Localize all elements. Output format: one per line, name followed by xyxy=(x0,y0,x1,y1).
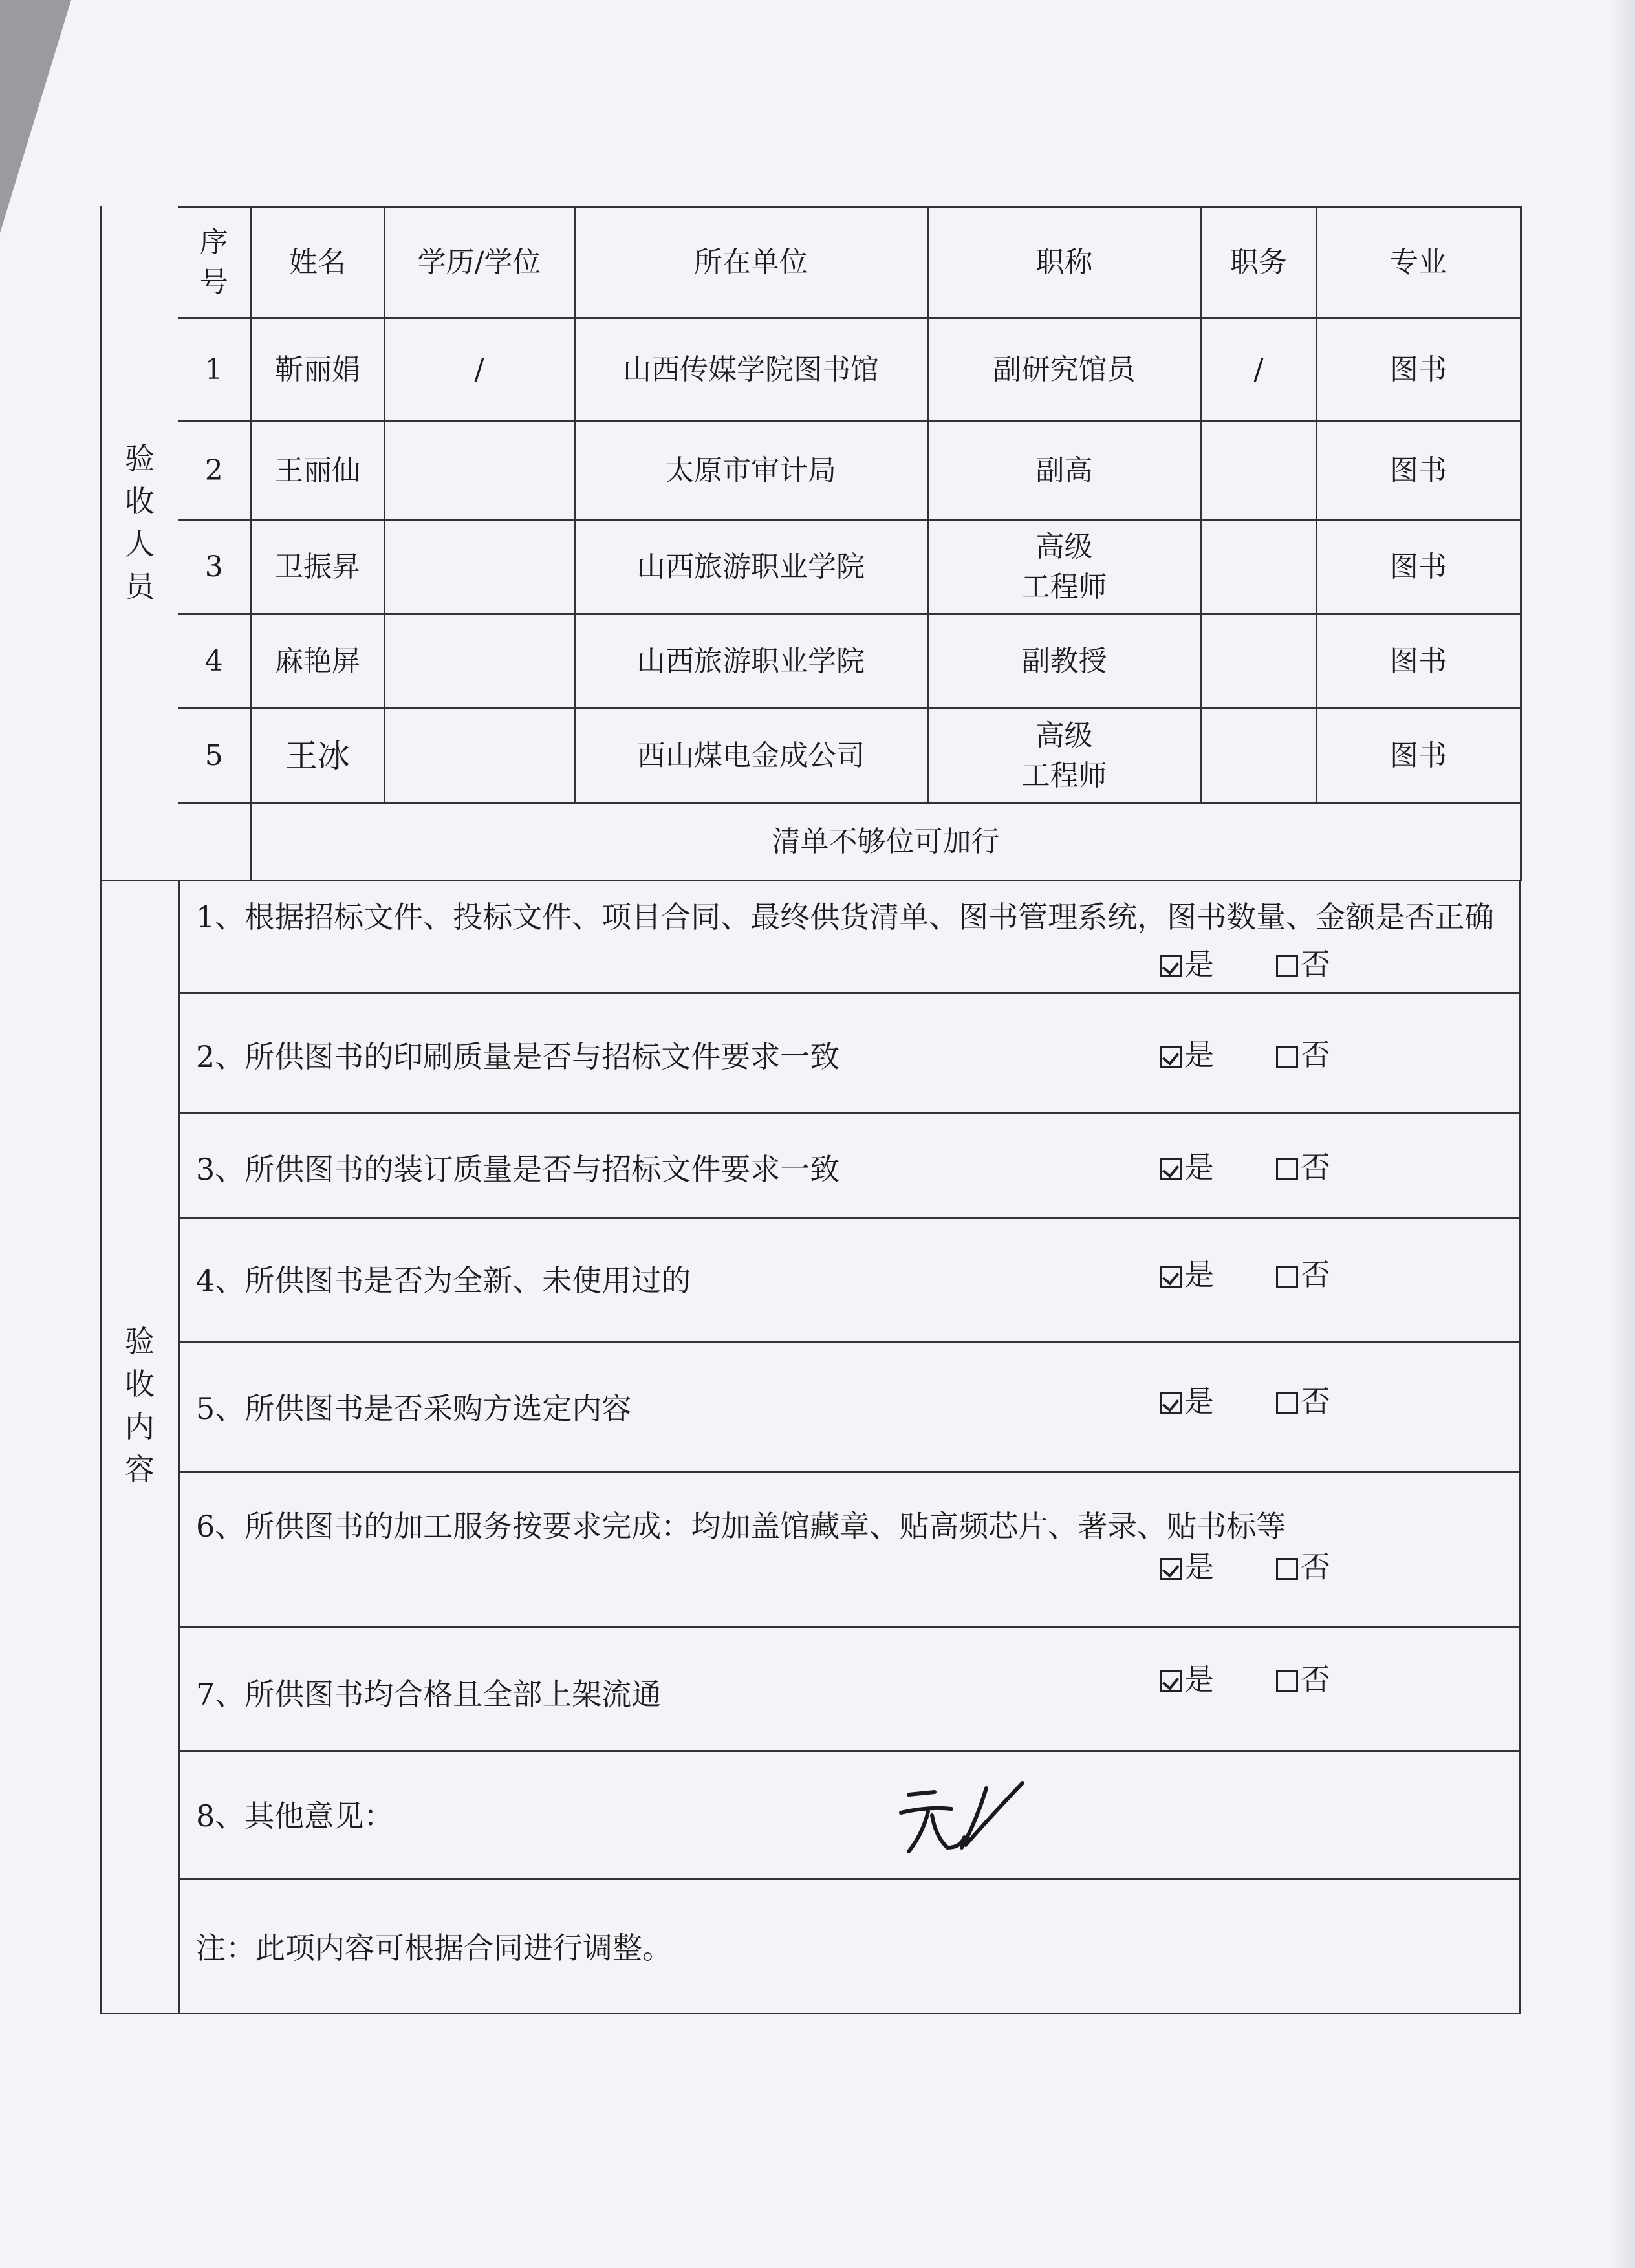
cell-position xyxy=(1201,422,1316,520)
no-label: 否 xyxy=(1301,1257,1330,1292)
acceptance-form xyxy=(100,206,1521,2014)
no-option xyxy=(1276,1150,1330,1185)
no-option xyxy=(1276,1037,1330,1072)
cell-unit: 山西旅游职业学院 xyxy=(574,520,927,614)
header-title: 职称 xyxy=(927,207,1201,318)
cell-education: / xyxy=(384,318,574,422)
check-item-text: 7、所供图书均合格且全部上架流通 xyxy=(196,1677,662,1712)
no-option xyxy=(1276,1550,1330,1584)
check-item-text: 6、所供图书的加工服务按要求完成：均加盖馆藏章、贴高频芯片、著录、贴书标等 xyxy=(196,1509,1286,1544)
cell-education xyxy=(384,709,574,803)
cell-education xyxy=(384,422,574,520)
check-item-4 xyxy=(178,1219,1521,1343)
check-item-6 xyxy=(178,1473,1521,1628)
table-row xyxy=(178,520,1521,614)
yes-checkbox[interactable] xyxy=(1160,955,1182,977)
no-option xyxy=(1276,947,1330,982)
personnel-label-char: 收 xyxy=(125,484,155,519)
header-name: 姓名 xyxy=(251,207,384,318)
no-label: 否 xyxy=(1301,1550,1330,1584)
content-label-char: 收 xyxy=(125,1366,155,1401)
yes-label: 是 xyxy=(1184,1662,1214,1697)
content-label-char: 内 xyxy=(125,1409,155,1444)
no-option xyxy=(1276,1384,1330,1419)
yes-no-choice xyxy=(1160,1255,1330,1294)
yes-label: 是 xyxy=(1184,1384,1214,1419)
cell-major: 图书 xyxy=(1316,709,1521,803)
check-item-text: 1、根据招标文件、投标文件、项目合同、最终供货清单、图书管理系统，图书数量、金额是否正确 xyxy=(196,900,1495,934)
yes-checkbox[interactable] xyxy=(1160,1558,1182,1580)
check-item-text: 2、所供图书的印刷质量是否与招标文件要求一致 xyxy=(196,1039,840,1074)
table-note-row xyxy=(178,803,1521,881)
cell-name: 麻艳屏 xyxy=(251,614,384,709)
handwritten-none-signature xyxy=(889,1775,1032,1859)
yes-no-choice xyxy=(1160,1035,1330,1074)
yes-label: 是 xyxy=(1184,1150,1214,1185)
check-item-3 xyxy=(178,1114,1521,1219)
yes-checkbox[interactable] xyxy=(1160,1046,1182,1068)
cell-title: 高级 工程师 xyxy=(927,520,1201,614)
cell-unit: 山西旅游职业学院 xyxy=(574,614,927,709)
check-item-text: 5、所供图书是否采购方选定内容 xyxy=(196,1391,632,1426)
cell-title: 副研究馆员 xyxy=(927,318,1201,422)
yes-no-choice xyxy=(1160,1548,1330,1586)
folded-corner xyxy=(0,0,71,233)
no-label: 否 xyxy=(1301,1037,1330,1072)
yes-no-choice xyxy=(1160,1660,1330,1699)
cell-seq: 5 xyxy=(178,709,251,803)
check-item-7 xyxy=(178,1628,1521,1752)
header-major: 专业 xyxy=(1316,207,1521,318)
staff-table xyxy=(178,206,1522,881)
no-label: 否 xyxy=(1301,1150,1330,1185)
cell-unit: 太原市审计局 xyxy=(574,422,927,520)
yes-no-choice xyxy=(1160,1382,1330,1421)
header-education: 学历/学位 xyxy=(384,207,574,318)
cell-seq: 3 xyxy=(178,520,251,614)
content-label xyxy=(102,1302,178,1509)
header-seq: 序 号 xyxy=(178,207,251,318)
no-label: 否 xyxy=(1301,947,1330,982)
yes-label: 是 xyxy=(1184,1037,1214,1072)
cell-position xyxy=(1201,520,1316,614)
cell-name: 靳丽娟 xyxy=(251,318,384,422)
personnel-label xyxy=(102,438,178,607)
no-checkbox[interactable] xyxy=(1276,1392,1298,1414)
yes-no-choice xyxy=(1160,1148,1330,1187)
footnote-text: 注：此项内容可根据合同进行调整。 xyxy=(196,1930,672,1965)
cell-position xyxy=(1201,709,1316,803)
cell-name: 王冰 xyxy=(251,709,384,803)
yes-checkbox[interactable] xyxy=(1160,1158,1182,1180)
no-option xyxy=(1276,1257,1330,1292)
yes-checkbox[interactable] xyxy=(1160,1670,1182,1692)
footnote-row xyxy=(178,1880,1521,2014)
cell-major: 图书 xyxy=(1316,614,1521,709)
other-opinion-row xyxy=(178,1752,1521,1880)
personnel-label-char: 员 xyxy=(125,569,155,604)
check-item-1 xyxy=(178,881,1521,994)
cell-seq: 1 xyxy=(178,318,251,422)
cell-name: 卫振昇 xyxy=(251,520,384,614)
no-label: 否 xyxy=(1301,1384,1330,1419)
personnel-section xyxy=(102,206,1521,880)
no-checkbox[interactable] xyxy=(1276,1046,1298,1068)
no-checkbox[interactable] xyxy=(1276,1558,1298,1580)
no-checkbox[interactable] xyxy=(1276,1670,1298,1692)
no-checkbox[interactable] xyxy=(1276,955,1298,977)
table-row xyxy=(178,614,1521,709)
yes-label: 是 xyxy=(1184,947,1214,982)
cell-position: / xyxy=(1201,318,1316,422)
cell-name: 王丽仙 xyxy=(251,422,384,520)
check-item-5 xyxy=(178,1343,1521,1473)
yes-label: 是 xyxy=(1184,1550,1214,1584)
other-opinion-label: 8、其他意见： xyxy=(196,1798,394,1833)
page-edge-shadow xyxy=(1609,0,1635,2268)
header-unit: 所在单位 xyxy=(574,207,927,318)
yes-checkbox[interactable] xyxy=(1160,1392,1182,1414)
no-option xyxy=(1276,1662,1330,1697)
no-label: 否 xyxy=(1301,1662,1330,1697)
cell-education xyxy=(384,520,574,614)
cell-unit: 西山煤电金成公司 xyxy=(574,709,927,803)
check-item-text: 4、所供图书是否为全新、未使用过的 xyxy=(196,1263,691,1298)
cell-seq: 2 xyxy=(178,422,251,520)
yes-checkbox[interactable] xyxy=(1160,1266,1182,1288)
table-row xyxy=(178,318,1521,422)
personnel-label-char: 人 xyxy=(125,526,155,561)
yes-label: 是 xyxy=(1184,1257,1214,1292)
cell-unit: 山西传媒学院图书馆 xyxy=(574,318,927,422)
check-item-2 xyxy=(178,994,1521,1114)
no-checkbox[interactable] xyxy=(1276,1158,1298,1180)
cell-major: 图书 xyxy=(1316,422,1521,520)
table-header-row xyxy=(178,207,1521,318)
add-rows-note: 清单不够位可加行 xyxy=(251,803,1521,881)
no-checkbox[interactable] xyxy=(1276,1266,1298,1288)
check-item-text: 3、所供图书的装订质量是否与招标文件要求一致 xyxy=(196,1152,840,1187)
cell-seq: 4 xyxy=(178,614,251,709)
cell-education xyxy=(384,614,574,709)
table-row xyxy=(178,422,1521,520)
cell-major: 图书 xyxy=(1316,520,1521,614)
cell-title: 副教授 xyxy=(927,614,1201,709)
table-row xyxy=(178,709,1521,803)
yes-no-choice xyxy=(1160,945,1330,984)
cell-position xyxy=(1201,614,1316,709)
cell-title: 副高 xyxy=(927,422,1201,520)
cell-major: 图书 xyxy=(1316,318,1521,422)
content-label-char: 容 xyxy=(125,1452,155,1487)
content-label-char: 验 xyxy=(125,1324,155,1359)
cell-title: 高级 工程师 xyxy=(927,709,1201,803)
personnel-label-char: 验 xyxy=(125,441,155,476)
cell-empty xyxy=(178,803,251,881)
content-section xyxy=(102,880,1521,2014)
header-position: 职务 xyxy=(1201,207,1316,318)
